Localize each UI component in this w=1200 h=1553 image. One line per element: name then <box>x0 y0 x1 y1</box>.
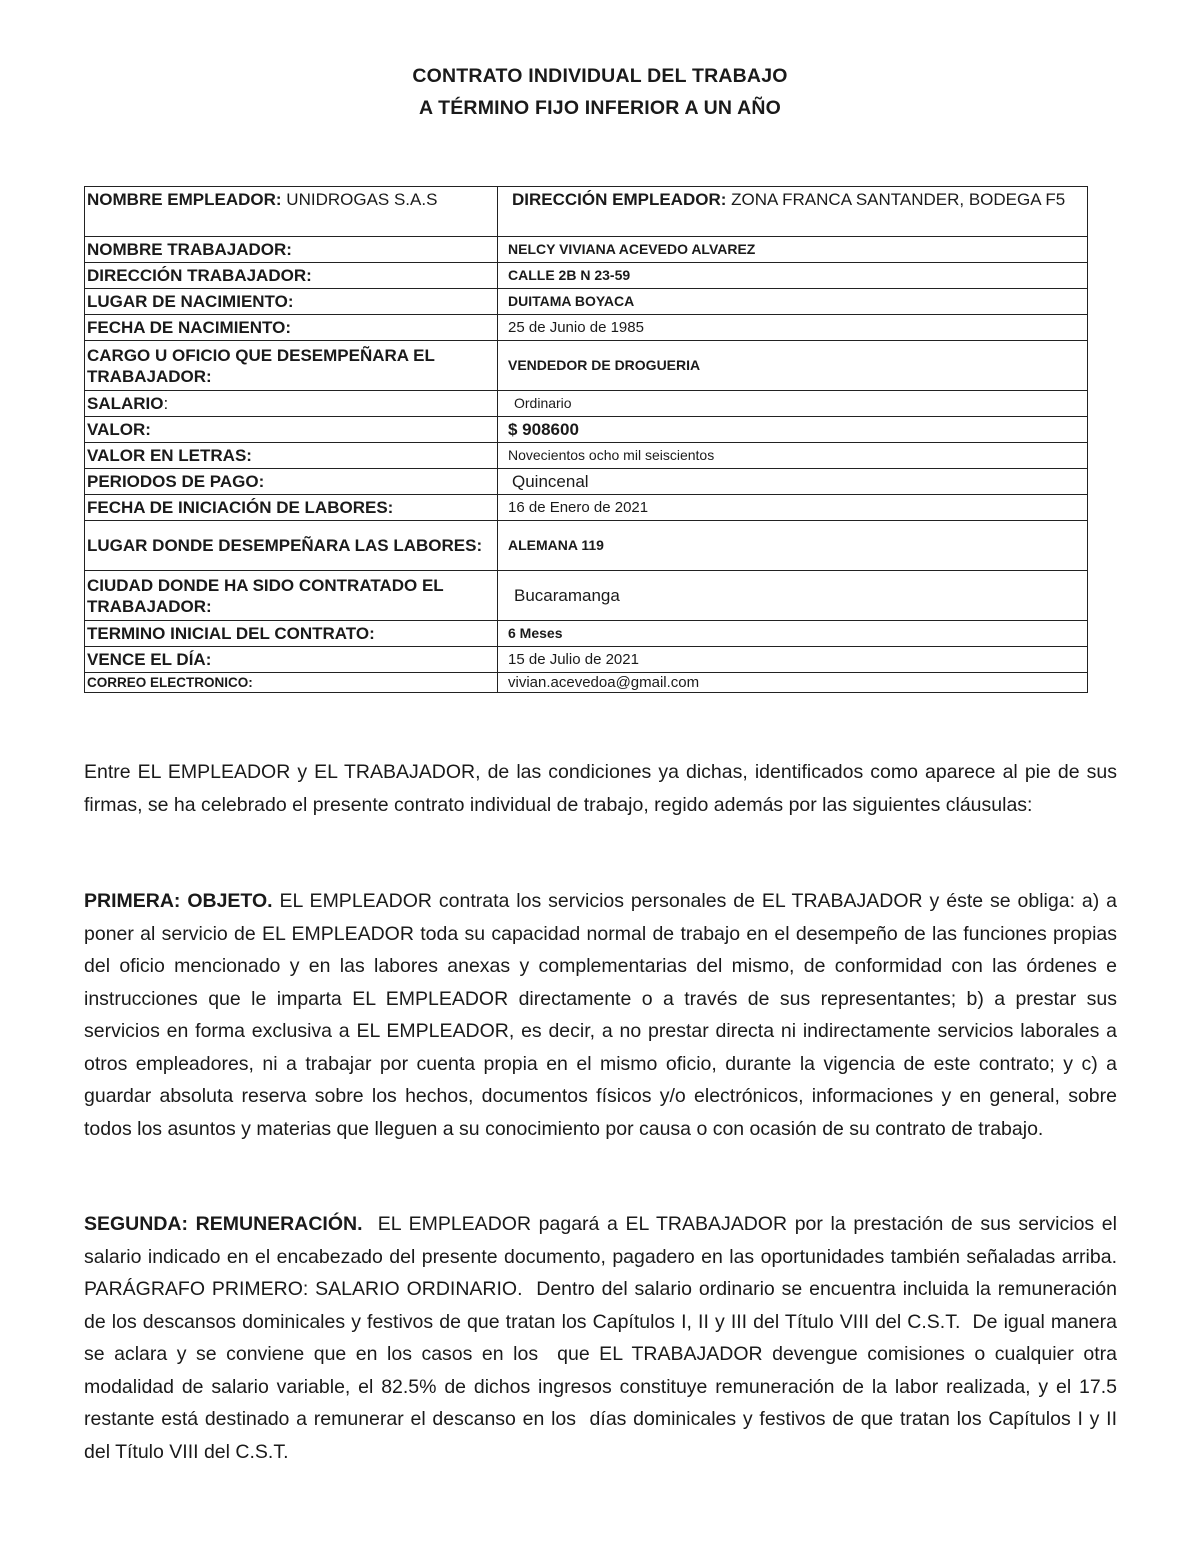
clause-primera-heading: PRIMERA: OBJETO. <box>84 890 273 912</box>
contract-info-table <box>84 186 1088 693</box>
start-date-label: FECHA DE INICIACIÓN DE LABORES: <box>85 495 498 521</box>
birthplace-label: LUGAR DE NACIMIENTO: <box>85 289 498 315</box>
initial-term-value: 6 Meses <box>498 621 1088 647</box>
table-row <box>85 391 1088 417</box>
amount-label: VALOR: <box>85 417 498 443</box>
title-line-1: CONTRATO INDIVIDUAL DEL TRABAJO <box>412 65 788 87</box>
table-row <box>85 443 1088 469</box>
employer-address-value: ZONA FRANCA SANTANDER, BODEGA F5 <box>726 190 1066 209</box>
table-row <box>85 495 1088 521</box>
employer-name-cell <box>85 187 498 237</box>
table-row <box>85 263 1088 289</box>
title-line-2: A TÉRMINO FIJO INFERIOR A UN AÑO <box>418 97 782 119</box>
clause-segunda-heading: SEGUNDA: REMUNERACIÓN. <box>84 1213 363 1235</box>
table-row <box>85 571 1088 621</box>
clause-segunda <box>84 1208 1128 1468</box>
email-label: CORREO ELECTRONICO: <box>85 673 498 693</box>
table-row <box>85 521 1088 571</box>
amount-words-value: Novecientos ocho mil seiscientos <box>498 443 1088 469</box>
table-row <box>85 647 1088 673</box>
intro-paragraph <box>84 756 1117 821</box>
employer-address-cell <box>498 187 1088 237</box>
position-value: VENDEDOR DE DROGUERIA <box>498 341 1088 391</box>
salary-label-cell <box>85 391 498 417</box>
birthdate-value: 25 de Junio de 1985 <box>498 315 1088 341</box>
table-row <box>85 417 1088 443</box>
salary-label: SALARIO <box>87 394 164 413</box>
pay-period-value: Quincenal <box>498 469 1088 495</box>
end-date-label: VENCE EL DÍA: <box>85 647 498 673</box>
workplace-value: ALEMANA 119 <box>498 521 1088 571</box>
worker-address-label: DIRECCIÓN TRABAJADOR: <box>85 263 498 289</box>
birthplace-value: DUITAMA BOYACA <box>498 289 1088 315</box>
clause-primera-body: EL EMPLEADOR contrata los servicios personales de EL TRABAJADOR y éste se obliga: a) a poner al servicio de EL EMPLEADOR toda su capacidad normal de trabajo en el desempeño de las funciones propias del oficio mencionado y en las labores anexas y complementarias del mismo, de conformidad con las órdenes e instrucciones que le imparta EL EMPLEADOR directamente o a través de sus representantes; b) a prestar sus servicios en forma exclusiva a EL EMPLEADOR, es decir, a no prestar directa ni indirectamente servicios laborales a otros empleadores, ni a trabajar por cuenta propia en el mismo oficio, durante la vigencia de este contrato; y c) a guardar absoluta reserva sobre los hechos, documentos físicos y/o electrónicos, informaciones y en general, sobre todos los asuntos y materias que lleguen a su conocimiento por causa o con ocasión de su contrato de trabajo. <box>84 890 1118 1140</box>
clause-primera-text <box>84 885 1117 1145</box>
workplace-label: LUGAR DONDE DESEMPEÑARA LAS LABORES: <box>85 521 498 571</box>
start-date-value: 16 de Enero de 2021 <box>498 495 1088 521</box>
end-date-value: 15 de Julio de 2021 <box>498 647 1088 673</box>
worker-name-label: NOMBRE TRABAJADOR: <box>85 237 498 263</box>
birthdate-label: FECHA DE NACIMIENTO: <box>85 315 498 341</box>
table-row <box>85 237 1088 263</box>
table-row <box>85 289 1088 315</box>
clause-segunda-body: EL EMPLEADOR pagará a EL TRABAJADOR por la prestación de sus servicios el salario indicado en el encabezado del presente documento, pagadero en las oportunidades también señaladas arriba. PARÁGRAFO PRIMERO: SALARIO ORDINARIO. Dentro del salario ordinario se encuentra incluida la remuneración de los descansos dominicales y festivos de que tratan los Capítulos I, II y III del Título VIII del C.S.T. De igual manera se aclara y se conviene que en los casos en los que EL TRABAJADOR devengue comisiones o cualquier otra modalidad de salario variable, el 82.5% de dichos ingresos constituye remuneración de la labor realizada, y el 17.5 restante está destinado a remunerar el descanso en los días dominicales y festivos de que tratan los Capítulos I y II del Título VIII del C.S.T. <box>84 1213 1128 1463</box>
employer-address-label: DIRECCIÓN EMPLEADOR: <box>512 190 727 209</box>
table-row <box>85 673 1088 693</box>
pay-period-label: PERIODOS DE PAGO: <box>85 469 498 495</box>
document-title <box>0 60 1200 124</box>
table-row <box>85 469 1088 495</box>
worker-address-value: CALLE 2B N 23-59 <box>498 263 1088 289</box>
intro-text: Entre EL EMPLEADOR y EL TRABAJADOR, de las condiciones ya dichas, identificados como aparece al pie de sus firmas, se ha celebrado el presente contrato individual de trabajo, regido además por las siguientes cláusulas: <box>84 761 1117 816</box>
clause-primera <box>84 885 1117 1145</box>
amount-words-label: VALOR EN LETRAS: <box>85 443 498 469</box>
employer-name-value: UNIDROGAS S.A.S <box>281 190 438 209</box>
hiring-city-value: Bucaramanga <box>498 571 1088 621</box>
amount-value: $ 908600 <box>498 417 1088 443</box>
table-row <box>85 341 1088 391</box>
hiring-city-label: CIUDAD DONDE HA SIDO CONTRATADO EL TRABAJADOR: <box>85 571 498 621</box>
worker-name-value: NELCY VIVIANA ACEVEDO ALVAREZ <box>498 237 1088 263</box>
table-row <box>85 187 1088 237</box>
employer-name-label: NOMBRE EMPLEADOR: <box>87 190 282 209</box>
salary-label-suffix: : <box>163 394 169 413</box>
table-row <box>85 621 1088 647</box>
clause-segunda-text <box>84 1208 1128 1468</box>
salary-value: Ordinario <box>498 391 1088 417</box>
email-value: vivian.acevedoa@gmail.com <box>498 673 1088 693</box>
initial-term-label: TERMINO INICIAL DEL CONTRATO: <box>85 621 498 647</box>
table-row <box>85 315 1088 341</box>
position-label: CARGO U OFICIO QUE DESEMPEÑARA EL TRABAJADOR: <box>85 341 498 391</box>
